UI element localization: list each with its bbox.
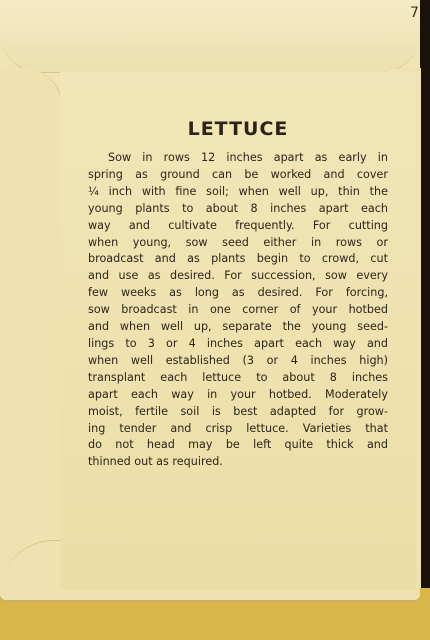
text-line: apart each way in your hotbed. Moderately [88,387,388,401]
text-line: spring as ground can be worked and cover [88,167,388,181]
text-line: transplant each lettuce to about 8 inches [88,370,388,384]
text-line: and use as desired. For succession, sow every [88,269,388,283]
text-line: young plants to about 8 inches apart each [88,201,388,215]
envelope-left-flap [0,68,63,588]
text-line: ing tender and crisp lettuce. Varieties that [88,421,388,435]
envelope-top-flap [0,0,420,73]
text-line: when young, sow seed either in rows or [88,235,388,249]
text-line: ¼ inch with fine soil; when well up, thin the [88,184,388,198]
planting-instructions [88,150,388,471]
text-line: and when well up, separate the young seed- [88,320,388,334]
text-line: lings to 3 or 4 inches apart each way and [88,336,388,350]
text-line: when well established (3 or 4 inches high) [88,353,388,367]
text-line: Sow in rows 12 inches apart as early in [108,151,388,164]
corner-mark: 7 [410,5,419,21]
text-line: broadcast and as plants begin to crowd, cut [88,252,388,266]
text-line: do not head may be left quite thick and [88,438,388,452]
text-line: few weeks as long as desired. For forcing, [88,286,388,300]
text-line: way and cultivate frequently. For cutting [88,218,388,232]
text-line: moist, fertile soil is best adapted for grow- [88,404,388,418]
text-line: thinned out as required. [88,455,223,469]
page-title: LETTUCE [187,118,289,140]
text-line: sow broadcast in one corner of your hotbed [88,303,388,317]
